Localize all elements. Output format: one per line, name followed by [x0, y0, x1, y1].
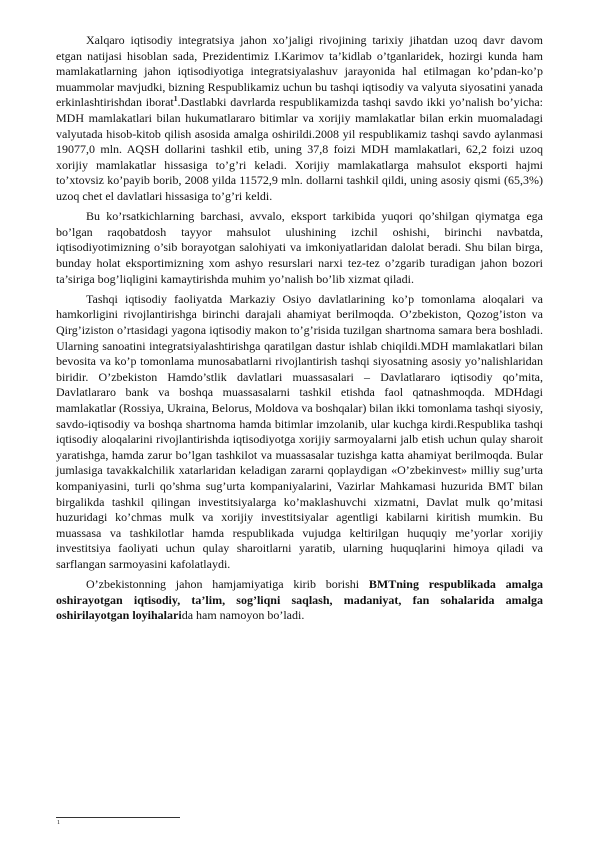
document-body: [56, 33, 543, 629]
paragraph-integration-text-b: .Dastlabki davrlarda respublikamizda tashqi savdo ikki yo’nalish bo’yicha: MDH mamlakatlari bilan hukumatlararo bitimlar va xorijiy mamlakatlar bilan erkin muomaladagi valyutada hisob-kitob qilish asosida amalga oshirildi.2008 yil respublikamiz tashqi savdo aylanmasi 19077,0 mln. AQSH dollarini tashkil etib, uning 37,8 foizi MDH mamlakatlari, 62,2 foizi uzoq xorijiy mamlakatlar hissasiga to’g’ri keladi. Xorijiy mamlakatlarga mahsulot eksporti hajmi to’xtovsiz ko’payib borib, 2008 yilda 11572,9 mln. dollarni tashkil qildi, uning asosiy qismi (65,3%) uzoq chet el davlatlari hissasiga to’g’ri keldi.: [56, 95, 543, 203]
paragraph-indicators: Bu ko’rsatkichlarning barchasi, avvalo, eksport tarkibida yuqori qo’shilgan qiymatga ega bo’lgan raqobatdosh tayyor mahsulot ulushining izchil oshishi, birinchi navbatda, iqtisodiyotimizning o’sib borayotgan salohiyati va imkoniyatlaridan dalolat beradi. Shu bilan birga, bunday holat eksportimizning xom ashyo resurslari narxi tez-tez o’zgarib turadigan jahon bozori ta’siriga bog’liqligini kamaytirishda muhim yo’nalish bo’lib xizmat qiladi.: [56, 209, 543, 286]
footnote-mark: 1: [57, 820, 60, 826]
paragraph-un-projects-text-a: O’zbekistonning jahon hamjamiyatiga kirib borishi: [86, 577, 369, 592]
paragraph-central-asia: Tashqi iqtisodiy faoliyatda Markaziy Osiyo davlatlarining ko’p tomonlama aloqalari va hamkorligini rivojlantirishga birinchi darajali ahamiyat berilmoqda. O’zbekiston, Qozog’iston va Qirg’iziston o’rtasidagi yagona iqtisodiy makon to’g’risida tuzilgan shartnoma samara bera boshladi. Ularning sanoatini integratsiyalashtirishga qaratilgan dastur ishlab chiqildi.MDH mamlakatlari bilan bevosita va ko’p tomonlama munosabatlarni rivojlantirish tashqi siyosatning asosiy yo’nalishlaridan biridir. O’zbekiston Hamdo’stlik davlatlari muassasalari – Davlatlararo iqtisodiy qo’mita, Davlatlararo bank va boshqa muassasalarni tashkil etishda faol qatnashmoqda. MDHdagi mamlakatlar (Rossiya, Ukraina, Belorus, Moldova va boshqalar) bilan ikki tomonlama tashqi siyosiy, savdo-iqtisodiy va boshqa shartnoma hamda bitimlar imzolanib, ular kuchga kirdi.Respublika tashqi iqtisodiy aloqalarini rivojlantirishda iqtisodiyotga xorijiy sarmoyalarni jalb etish uchun qulay sharoit yaratishga, hamda zarur bo’lgan tashkilot va muassasalar tuzishga katta ahamiyat berilmoqda. Bular jumlasiga tavakkalchilik xatarlaridan keladigan zararni qoplaydigan «O’zbekinvest» milliy sug’urta kompaniyasini, turli qo’shma sug’urta kompaniyalarini, Vazirlar Mahkamasi huzurida BMT bilan birgalikda tashkil qilingan investitsiyalarga ko’maklashuvchi xizmatni, Davlat mulk qo’mitasi huzuridagi ko’chmas mulk va xorijiy investitsiyalar agentligi kabilarni kiritish mumkin. Bu muassasa va tashkilotlar hamda respublikada vujudga keltirilgan huquqiy me’yorlar xorijiy investitsiya faoliyati uchun qulay sharoitlarni yaratib, ularning huquqlarini himoya qiladi va sarflangan sarmoyasini kafolatlaydi.: [56, 291, 543, 571]
paragraph-un-projects: [56, 577, 543, 624]
paragraph-un-projects-text-b: da ham namoyon bo’ladi.: [181, 608, 305, 623]
paragraph-un-projects-bold: BMTning respublikada amalga oshirayotgan iqtisodiy, ta’lim, sog’liqni saqlash, madaniyat, fan sohalarida amalga oshirilayotgan loyihalari: [56, 577, 543, 623]
paragraph-integration: [56, 33, 543, 205]
paragraph-integration-text-a: Xalqaro iqtisodiy integratsiya jahon xo’jaligi rivojining tarixiy jihatdan uzoq davr davom etgan natijasi hisoblan sada, Prezidentimiz I.Karimov ta’kidlab o’tganlaridek, hozirgi kunda ham mamlakatlarning jahon iqtisodiyotiga integratsiyalashuv jarayonida hal etilmagan ko’pdan-ko’p muammolar mavjudki, bizning Respublikamiz uchun bu tashqi iqtisodiy va valyuta siyosatini yanada erkinlashtirishdan iborat: [56, 33, 543, 110]
footnote-separator: [56, 817, 180, 818]
footnote-reference[interactable]: 1: [173, 94, 178, 104]
